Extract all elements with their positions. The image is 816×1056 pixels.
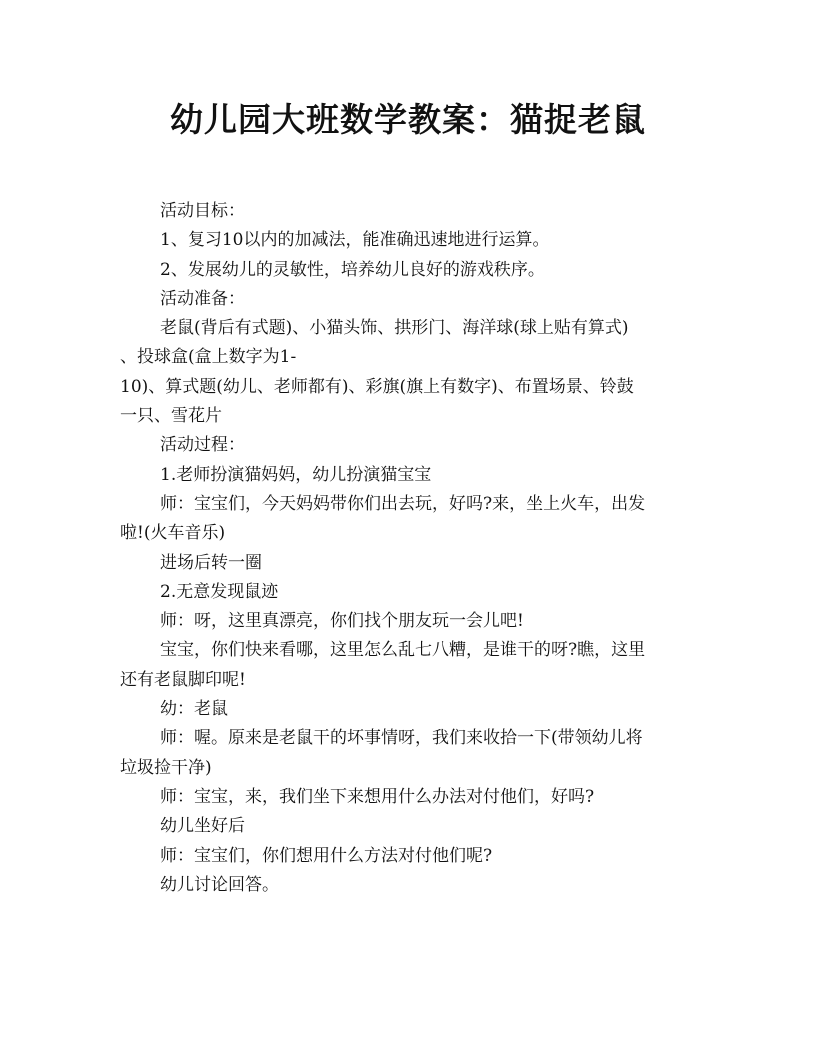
section-heading-process: 活动过程： bbox=[160, 435, 245, 456]
paragraph-line: 进场后转一圈 bbox=[160, 552, 262, 573]
paragraph-line: 2.无意发现鼠迹 bbox=[160, 581, 279, 602]
section-heading-objectives: 活动目标： bbox=[160, 201, 245, 221]
paragraph-line: 垃圾捡干净) bbox=[120, 757, 212, 778]
paragraph-line: 10)、算式题(幼儿、老师都有)、彩旗(旗上有数字)、布置场景、铃鼓 bbox=[120, 376, 634, 397]
document-body bbox=[120, 197, 696, 900]
paragraph-line: 一只、雪花片 bbox=[120, 406, 222, 427]
paragraph-line: 啦!(火车音乐) bbox=[120, 523, 226, 544]
paragraph-line: 、投球盒(盒上数字为1- bbox=[120, 347, 297, 368]
paragraph-line: 师：宝宝，来，我们坐下来想用什么办法对付他们，好吗? bbox=[160, 786, 595, 807]
paragraph-line: 2、发展幼儿的灵敏性，培养幼儿良好的游戏秩序。 bbox=[160, 259, 545, 280]
section-heading-preparation: 活动准备： bbox=[160, 288, 245, 309]
document-title: 幼儿园大班数学教案：猫捉老鼠 bbox=[170, 100, 646, 139]
paragraph-line: 1、复习10以内的加减法，能准确迅速地进行运算。 bbox=[160, 230, 550, 251]
paragraph-line: 1.老师扮演猫妈妈，幼儿扮演猫宝宝 bbox=[160, 464, 432, 485]
paragraph-line: 师：喔。原来是老鼠干的坏事情呀，我们来收拾一下(带领幼儿将 bbox=[160, 728, 643, 749]
paragraph-line: 老鼠(背后有式题)、小猫头饰、拱形门、海洋球(球上贴有算式) bbox=[160, 318, 629, 339]
paragraph-line: 幼：老鼠 bbox=[160, 699, 228, 720]
paragraph-line: 师：呀，这里真漂亮，你们找个朋友玩一会儿吧! bbox=[160, 611, 524, 632]
paragraph-line: 师：宝宝们，今天妈妈带你们出去玩，好吗?来，坐上火车，出发 bbox=[160, 493, 646, 514]
paragraph-line: 宝宝，你们快来看哪，这里怎么乱七八糟，是谁干的呀?瞧，这里 bbox=[160, 640, 646, 661]
paragraph-line: 幼儿坐好后 bbox=[160, 816, 245, 837]
paragraph-line: 幼儿讨论回答。 bbox=[160, 874, 279, 895]
paragraph-line: 还有老鼠脚印呢! bbox=[120, 669, 246, 690]
paragraph-line: 师：宝宝们，你们想用什么方法对付他们呢? bbox=[160, 845, 493, 866]
